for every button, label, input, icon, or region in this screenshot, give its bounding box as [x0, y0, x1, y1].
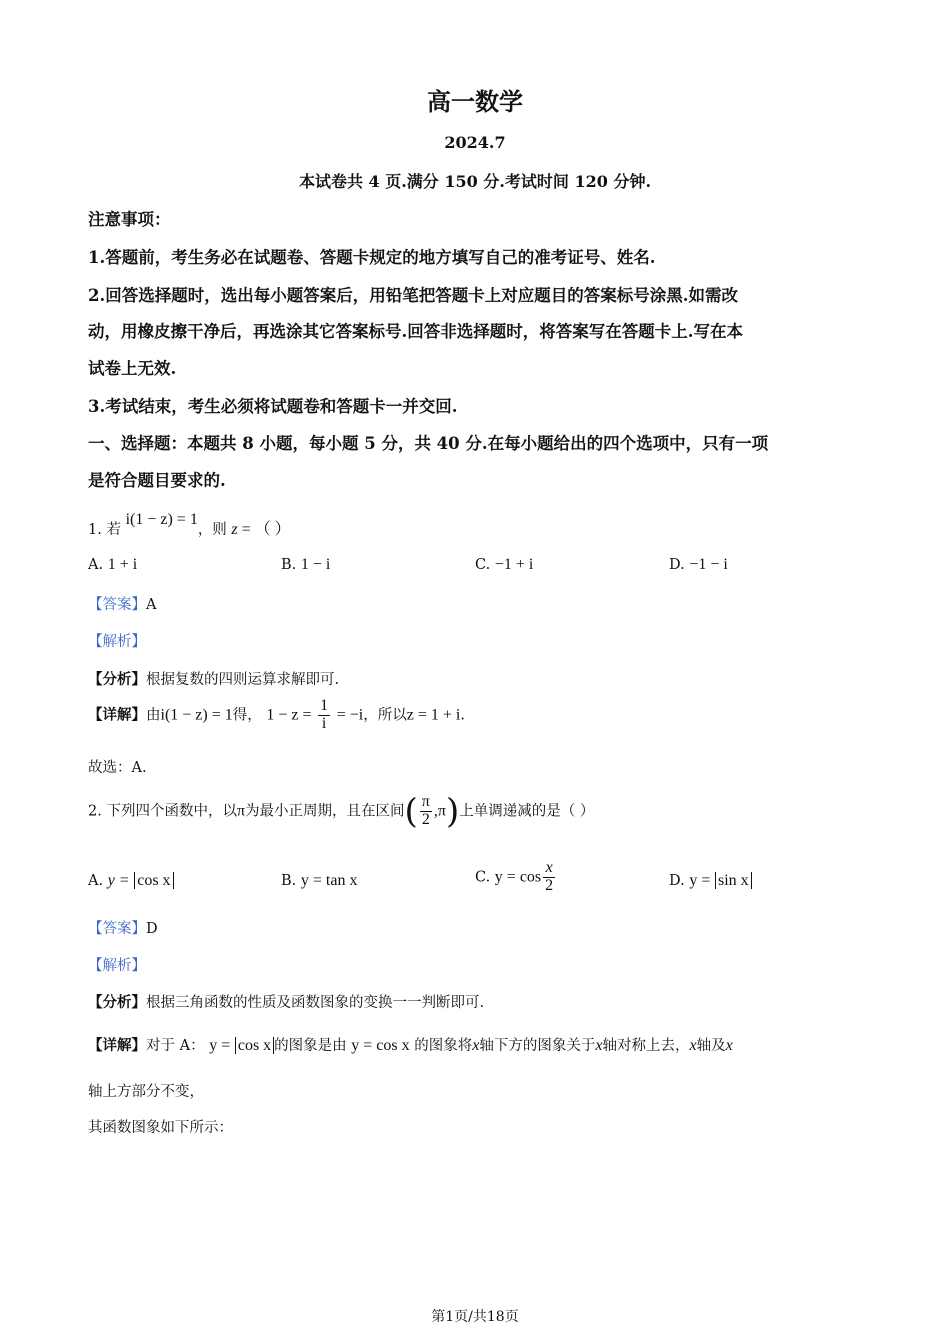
option-lhs: y =	[107, 872, 130, 889]
detail-fraction	[318, 698, 330, 733]
question-1-detail	[88, 698, 465, 733]
detail-function: y = cos x	[351, 1037, 410, 1054]
question-1-variable: z	[231, 521, 238, 538]
exam-subtitle: 本试卷共 4 页.满分 150 分.考试时间 120 分钟.	[298, 172, 652, 191]
question-2-fenxi	[88, 991, 484, 1012]
detail-text: 的图象将	[414, 1038, 473, 1054]
detail-text: 轴下方的图象关于	[479, 1038, 596, 1054]
notes-item-2-line-1: 2.回答选择题时，选出每小题答案后，用铅笔把答题卡上对应题目的答案标号涂黑.如需改	[88, 286, 738, 305]
question-2-option-d	[669, 872, 752, 890]
question-1-analysis-tag: 【解析】	[88, 634, 146, 650]
option-label: A.	[88, 873, 104, 889]
detail-condition: i(1 − z) = 1	[160, 706, 233, 724]
fenxi-text: 根据三角函数的性质及函数图象的变换一一判断即可.	[146, 995, 485, 1011]
fenxi-tag: 【分析】	[88, 671, 146, 688]
option-abs-value: cos x	[134, 872, 173, 889]
option-abs-value: sin x	[715, 872, 752, 889]
detail-equation-right: = −i	[336, 706, 364, 724]
question-2-stem	[88, 791, 595, 832]
notes-item-2-line-3: 试卷上无效.	[88, 359, 177, 378]
question-2-prefix: 2. 下列四个函数中，以	[88, 803, 237, 820]
detail-text: 由	[146, 707, 161, 724]
fraction-numerator: 1	[320, 697, 329, 714]
question-1-option-a	[88, 556, 137, 574]
section-heading-line-1: 一、选择题：本题共 8 小题，每小题 5 分，共 40 分.在每小题给出的四个选项中，只有一项	[88, 434, 769, 453]
detail-variable: x	[472, 1037, 480, 1054]
detail-text: 得，	[232, 707, 262, 724]
question-2-detail	[88, 1034, 733, 1055]
question-1-option-d	[669, 556, 728, 574]
option-value: 1 + i	[107, 556, 138, 573]
option-value: 1 − i	[300, 556, 331, 573]
detail-equation-left: 1 − z =	[266, 706, 312, 724]
question-1-suffix: ，则	[197, 522, 227, 538]
option-lhs: y =	[689, 872, 711, 889]
question-2-option-c	[475, 860, 557, 895]
fraction-numerator: x	[543, 860, 555, 878]
question-2-detail-line-2: 轴上方部分不变，	[88, 1084, 204, 1100]
question-1-condition: i(1 − z) = 1	[125, 511, 198, 528]
notes-item-1: 1.答题前，考生务必在试题卷、答题卡规定的地方填写自己的准考证号、姓名.	[88, 248, 656, 267]
question-2-analysis-tag: 【解析】	[88, 958, 146, 974]
question-1-option-b	[281, 556, 330, 574]
pi-symbol: π	[236, 802, 246, 820]
left-paren: (	[404, 791, 418, 832]
question-1-conclusion: 故选：A.	[88, 760, 147, 776]
fraction-numerator: π	[421, 793, 430, 810]
detail-text: ，所以	[363, 707, 407, 724]
detail-text: .	[460, 707, 465, 724]
question-1-ask: = （ ）	[237, 521, 291, 538]
notes-heading: 注意事项：	[88, 210, 171, 229]
question-2-answer	[88, 917, 158, 938]
detail-text: 的图象是由	[274, 1038, 347, 1054]
question-2-middle: 为最小正周期，且在区间	[245, 803, 405, 820]
option-label: D.	[669, 873, 685, 889]
fraction-denominator: i	[321, 714, 327, 732]
fraction-denominator: 2	[421, 810, 430, 828]
detail-lhs: y =	[209, 1037, 231, 1054]
option-fraction	[543, 860, 555, 895]
question-1-answer	[88, 593, 156, 614]
detail-text: 对于 A：	[146, 1038, 205, 1054]
option-value: y = tan x	[300, 872, 358, 889]
detail-result: z = 1 + i	[406, 706, 461, 724]
question-2-suffix: 上单调递减的是（ ）	[459, 803, 595, 820]
answer-tag: 【答案】	[88, 921, 146, 937]
page-footer: 第1页/共18页	[431, 1309, 519, 1325]
detail-tag: 【详解】	[88, 1037, 146, 1054]
fraction-denominator: 2	[545, 876, 554, 894]
interval-right: ,π	[433, 802, 446, 820]
option-lhs: y = cos	[494, 868, 542, 886]
question-2-option-b	[281, 872, 357, 890]
notes-item-3: 3.考试结束，考生必须将试题卷和答题卡一并交回.	[88, 397, 458, 416]
detail-text: 轴及	[696, 1038, 726, 1054]
fenxi-tag: 【分析】	[88, 994, 146, 1011]
question-1-prefix: 1. 若	[88, 522, 121, 538]
option-label: C.	[475, 557, 491, 573]
option-label: B.	[281, 873, 297, 889]
question-1-option-c	[475, 556, 533, 574]
question-1-fenxi	[88, 668, 339, 689]
detail-text: 轴对称上去，	[602, 1038, 690, 1054]
option-value: −1 + i	[494, 556, 534, 573]
option-value: −1 − i	[689, 556, 728, 573]
page-title: 高一数学	[427, 87, 523, 116]
question-2-option-a	[88, 872, 174, 890]
detail-variable: x	[725, 1037, 733, 1054]
question-2-detail-line-3: 其函数图象如下所示：	[88, 1120, 233, 1136]
exam-date: 2024.7	[444, 133, 506, 152]
answer-tag: 【答案】	[88, 597, 146, 613]
option-label: D.	[669, 557, 685, 573]
detail-abs-value: cos x	[235, 1037, 274, 1054]
detail-variable: x	[689, 1037, 697, 1054]
section-heading-line-2: 是符合题目要求的.	[88, 471, 226, 490]
fenxi-text: 根据复数的四则运算求解即可.	[146, 672, 340, 688]
option-label: B.	[281, 557, 297, 573]
interval-fraction	[420, 794, 432, 829]
answer-value: A	[146, 597, 157, 613]
notes-item-2-line-2: 动，用橡皮擦干净后，再选涂其它答案标号.回答非选择题时，将答案写在答题卡上.写在本	[88, 322, 743, 341]
question-1-stem	[88, 511, 291, 539]
answer-value: D	[146, 921, 158, 937]
option-label: A.	[88, 557, 104, 573]
detail-tag: 【详解】	[88, 706, 146, 724]
detail-variable: x	[595, 1037, 603, 1054]
right-paren: )	[445, 791, 460, 832]
option-label: C.	[475, 869, 491, 886]
